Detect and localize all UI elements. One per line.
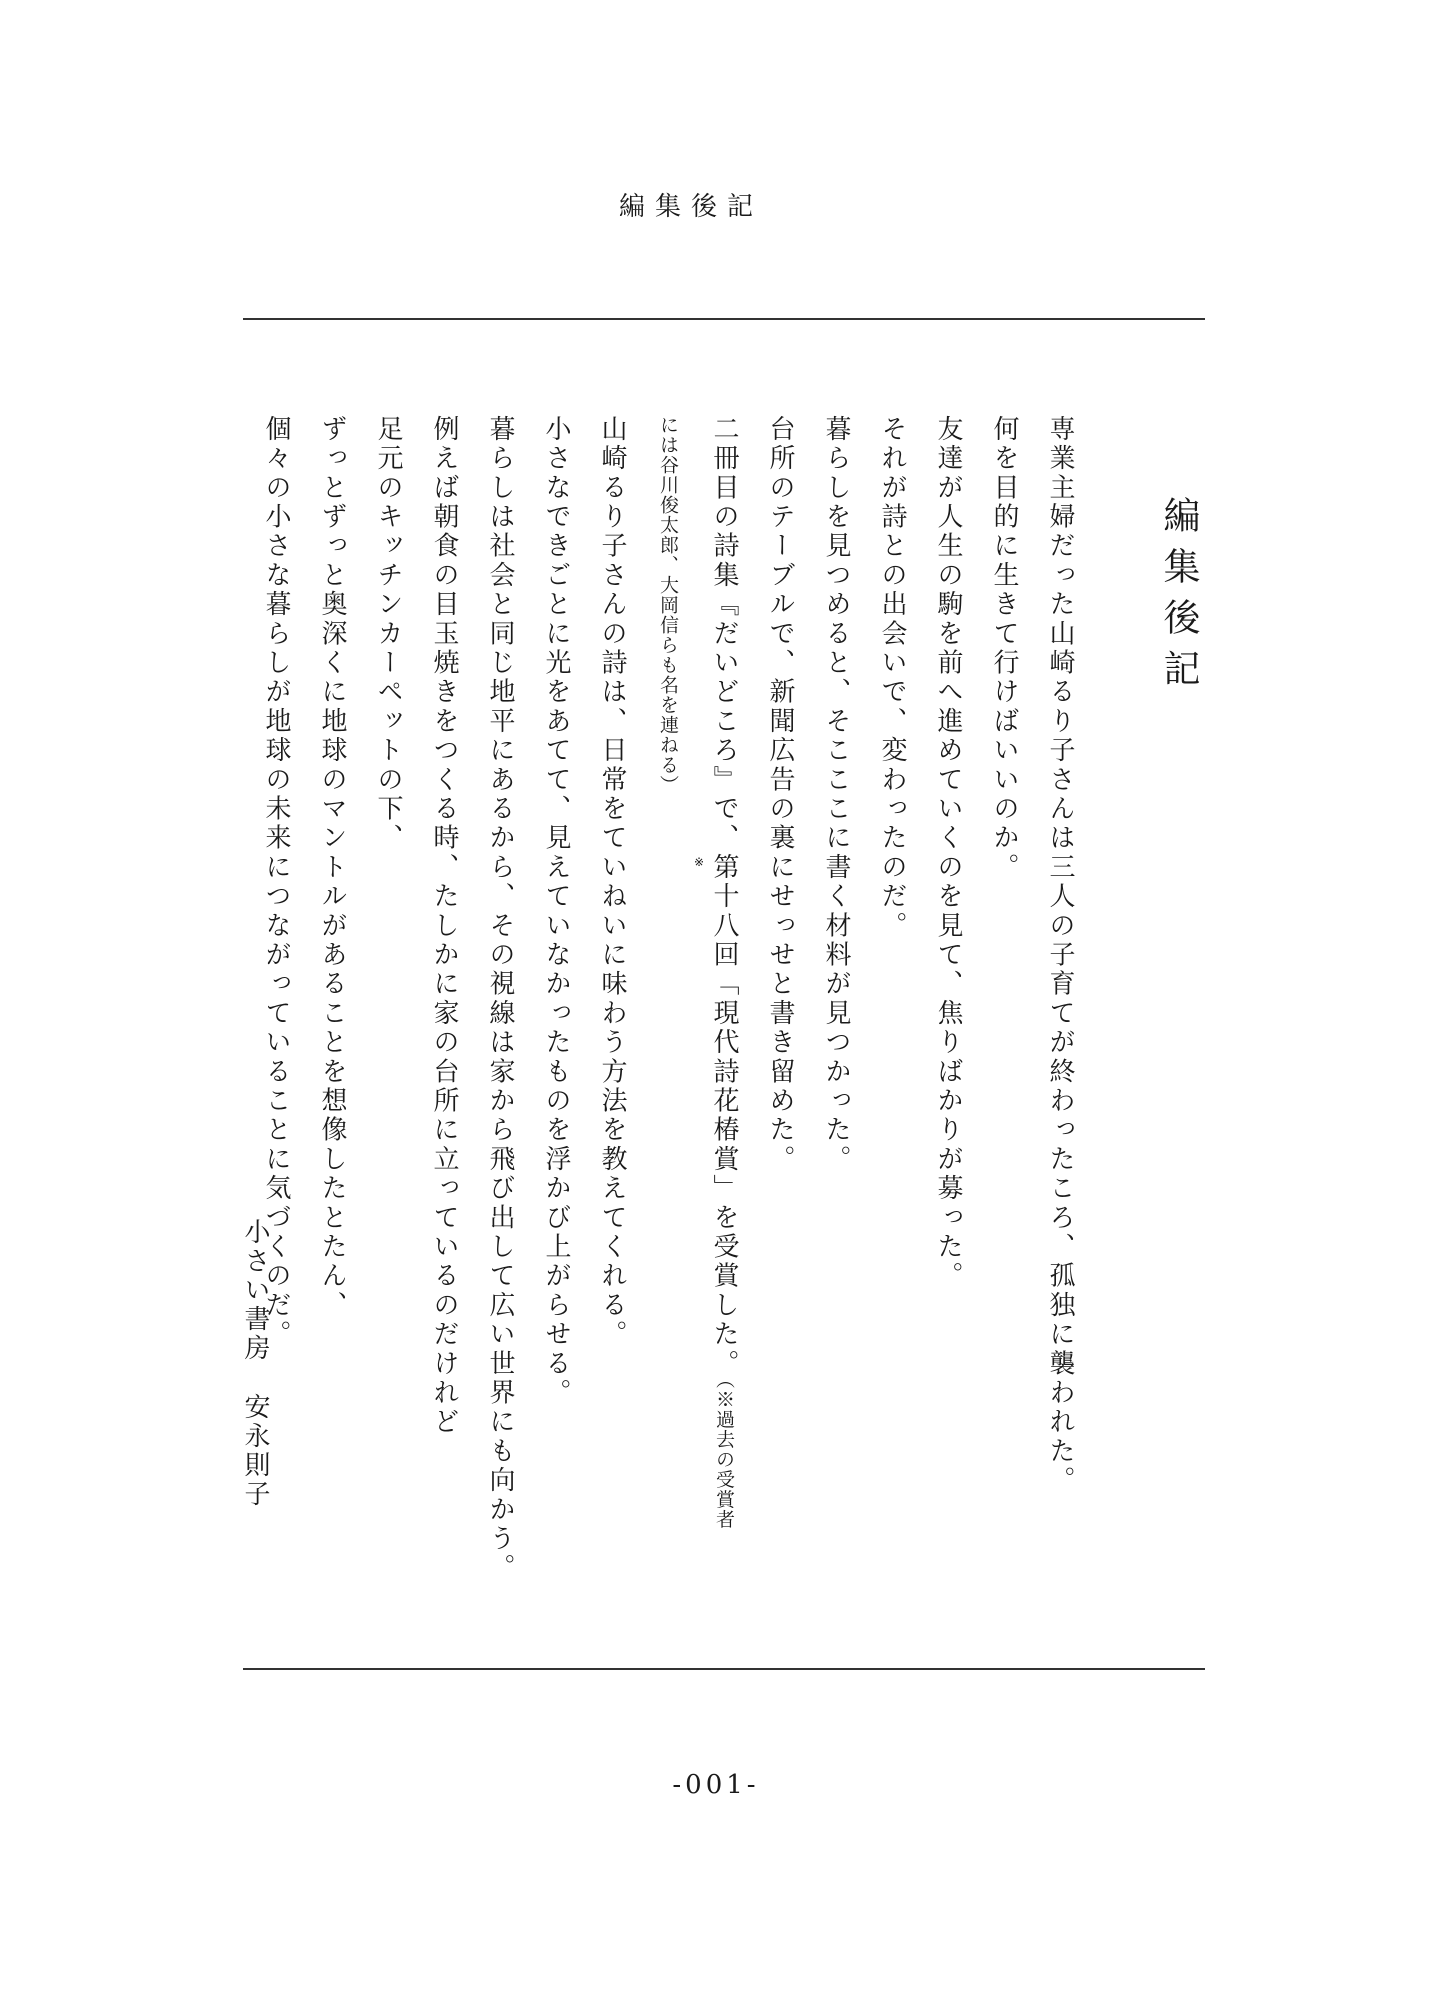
body-line: 友達が人生の駒を前へ進めていくのを見て、焦りばかりが募った。 — [933, 415, 963, 1291]
bottom-rule — [243, 1668, 1205, 1670]
body-line: 個々の小さな暮らしが地球の未来につながっていることに気づくのだ。 — [261, 415, 291, 1350]
body-line: 小さなできごとに光をあてて、見えていなかったものを浮かび上がらせる。 — [541, 415, 571, 1408]
article-title: 編集後記 — [1157, 496, 1200, 700]
body-line: それが詩との出会いで、変わったのだ。 — [877, 415, 907, 941]
body-line: 台所のテーブルで、新聞広告の裏にせっせと書き留めた。 — [765, 415, 795, 1175]
body-line: 山崎るり子さんの詩は、日常をていねいに味わう方法を教えてくれる。 — [597, 415, 627, 1350]
award-line-end: 十八回「現代詩花椿賞」を受賞した。 — [709, 882, 739, 1379]
top-rule — [243, 318, 1205, 320]
footnote-start: （※過去の受賞者 — [713, 1378, 735, 1530]
page-number: -001- — [672, 1770, 760, 1800]
footnote-continuation: には谷川俊太郎、大岡信らも名を連ねる） — [657, 415, 679, 795]
award-line-start: 二冊目の詩集『だいどころ』で、 — [709, 415, 739, 853]
body-line: 何を目的に生きて行けばいいのか。 — [989, 415, 1019, 883]
signature — [242, 1218, 268, 1509]
body-line: ずっとずっと奥深くに地球のマントルがあることを想像したとたん、 — [317, 415, 347, 1321]
running-title: 編集後記 — [618, 192, 763, 222]
body-line: 専業主婦だった山崎るり子さんは三人の子育てが終わったころ、孤独に襲われた。 — [1045, 415, 1075, 1496]
body-line: 暮らしを見つめると、そこここに書く材料が見つかった。 — [821, 415, 851, 1175]
body-line: 例えば朝食の目玉焼きをつくる時、たしかに家の台所に立っているのだけれど — [429, 415, 459, 1438]
award-line — [696, 415, 752, 1615]
signature-author: 安永則子 — [240, 1393, 270, 1509]
article-body — [248, 415, 1088, 1615]
signature-affiliation: 小さい書房 — [240, 1218, 270, 1363]
footnote-marked-char: ※ 第 — [709, 853, 739, 882]
body-line: 暮らしは社会と同じ地平にあるから、その視線は家から飛び出して広い世界にも向かう。 — [485, 415, 515, 1583]
body-line: 足元のキッチンカーペットの下、 — [373, 415, 403, 853]
